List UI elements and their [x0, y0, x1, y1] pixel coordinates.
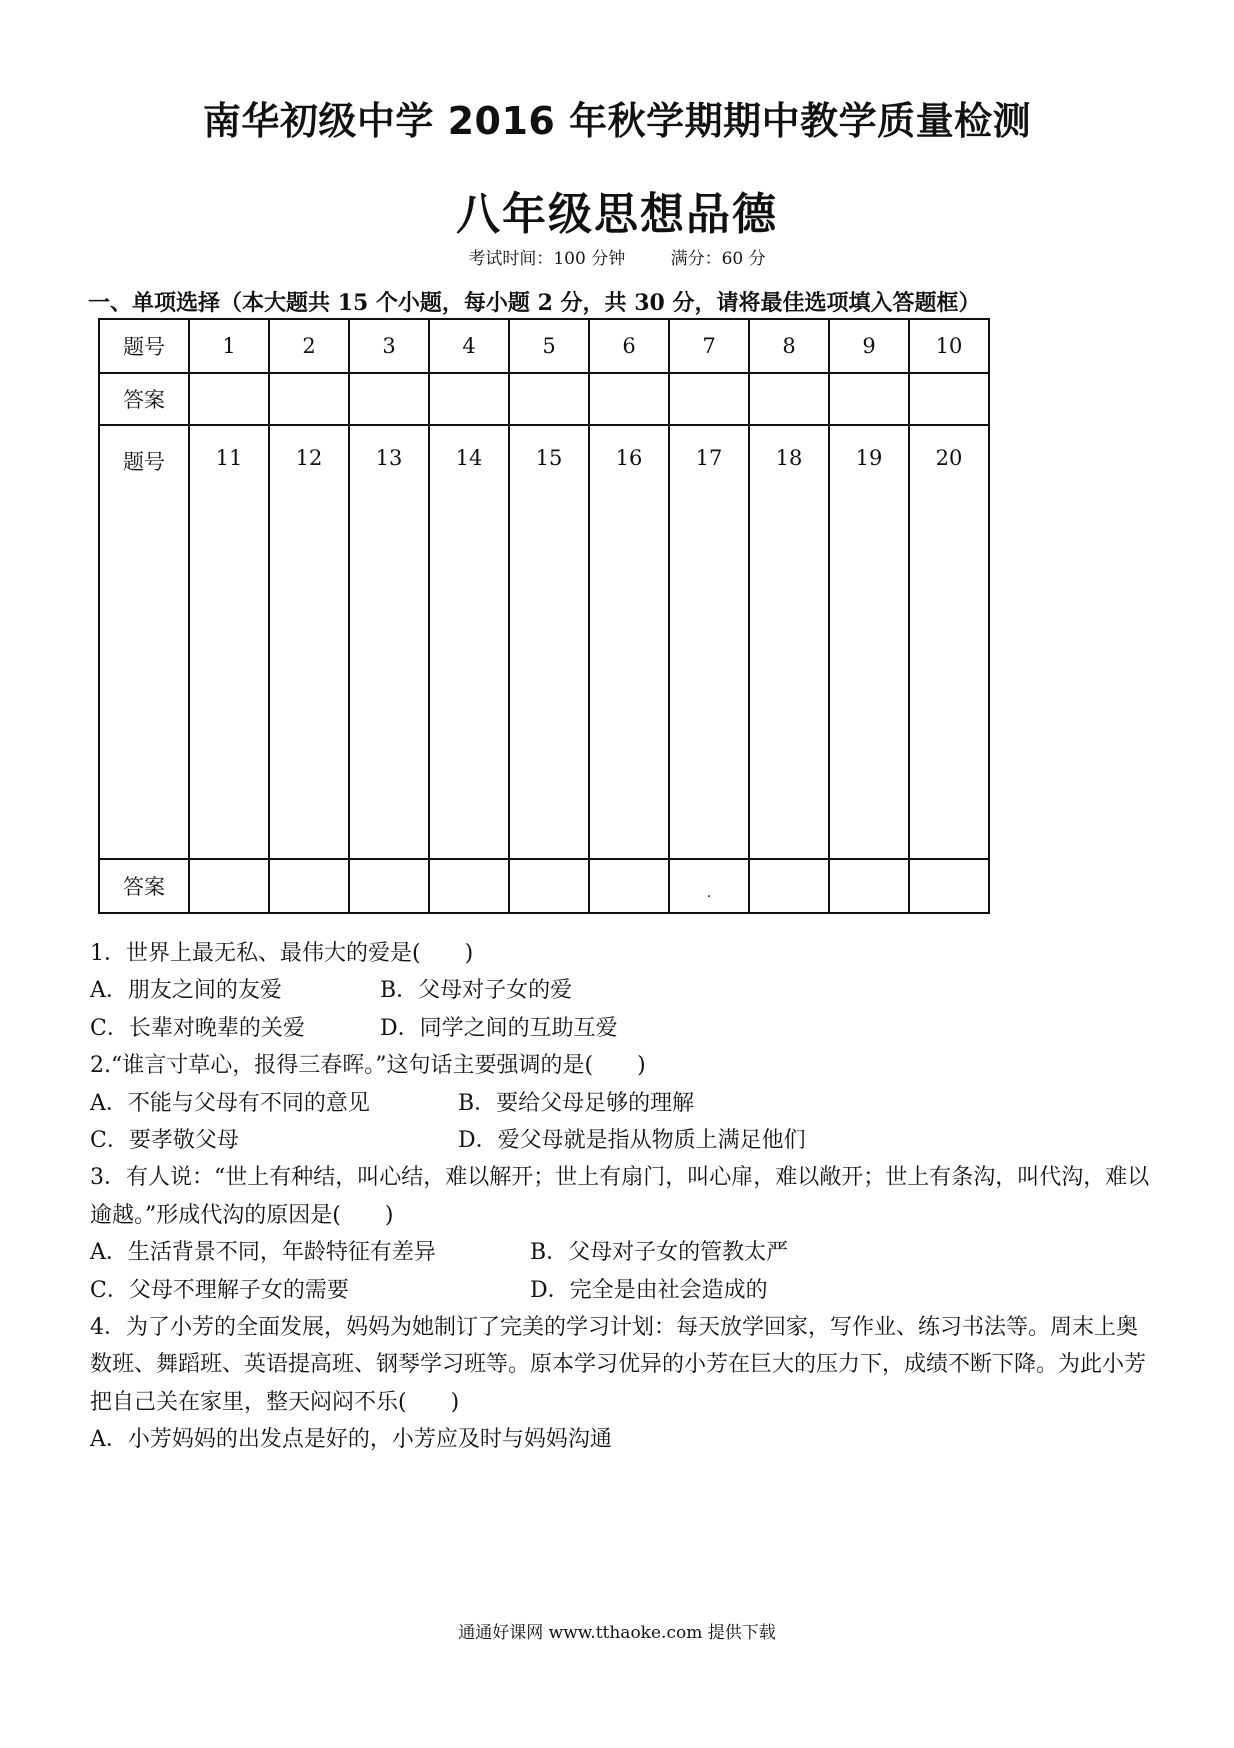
answer-cell[interactable] [589, 859, 669, 913]
question-number-cell: 3 [349, 319, 429, 373]
question-2-options-ab [90, 1085, 1150, 1122]
question-number-cell: 12 [269, 425, 349, 859]
question-number-cell: 10 [909, 319, 989, 373]
question-2-option-d: D．爱父母就是指从物质上满足他们 [458, 1128, 806, 1154]
answer-cell[interactable] [909, 373, 989, 425]
question-3-stem: 3．有人说：“世上有种结，叫心结，难以解开；世上有扇门，叫心扉，难以敞开；世上有条沟，叫代沟，难以逾越。”形成代沟的原因是( ) [90, 1165, 1150, 1228]
row-label-number: 题号 [99, 319, 189, 373]
answer-cell[interactable] [829, 373, 909, 425]
answer-cell[interactable] [509, 859, 589, 913]
exam-subtitle: 八年级思想品德 [456, 189, 778, 240]
stray-dot: · [706, 889, 712, 905]
section-1-heading: 一、单项选择（本大题共 15 个小题，每小题 2 分，共 30 分，请将最佳选项填入答题框） [88, 290, 981, 316]
question-number-cell: 2 [269, 319, 349, 373]
answer-grid [98, 318, 990, 914]
answer-cell[interactable] [189, 859, 269, 913]
question-number-cell: 14 [429, 425, 509, 859]
answer-cell[interactable] [749, 373, 829, 425]
question-number-cell: 4 [429, 319, 509, 373]
question-number-cell: 18 [749, 425, 829, 859]
answer-cell[interactable] [349, 373, 429, 425]
footer-text: 通通好课网 www.tthaoke.com 提供下载 [458, 1623, 776, 1643]
question-2-stem: 2.“谁言寸草心，报得三春晖。”这句话主要强调的是( ) [90, 1053, 646, 1079]
answer-grid-number-row [99, 319, 989, 373]
question-3-options-cd [90, 1272, 1150, 1309]
exam-meta [0, 244, 1234, 269]
question-number-cell: 5 [509, 319, 589, 373]
question-number-cell: 19 [829, 425, 909, 859]
question-number-cell: 16 [589, 425, 669, 859]
answer-cell[interactable] [429, 859, 509, 913]
answer-cell[interactable] [509, 373, 589, 425]
question-1-option-c: C．长辈对晚辈的关爱 [90, 1015, 305, 1041]
question-2-option-c: C．要孝敬父母 [90, 1128, 239, 1154]
answer-cell[interactable] [669, 373, 749, 425]
question-1-option-b: B．父母对子女的爱 [380, 978, 573, 1004]
answer-cell[interactable] [269, 373, 349, 425]
row-label-answer: 答案 [99, 373, 189, 425]
question-number-cell: 9 [829, 319, 909, 373]
answer-cell[interactable] [189, 373, 269, 425]
exam-title: 南华初级中学 2016 年秋学期期中教学质量检测 [202, 99, 1032, 143]
question-number-cell: 1 [189, 319, 269, 373]
answer-cell[interactable] [269, 859, 349, 913]
question-number-cell: 7 [669, 319, 749, 373]
question-1-option-d: D．同学之间的互助互爱 [380, 1015, 618, 1041]
question-3-option-a: A．生活背景不同，年龄特征有差异 [90, 1240, 436, 1266]
answer-grid-number-row [99, 425, 989, 859]
question-1-options-ab [90, 972, 1150, 1009]
question-number-cell: 17 [669, 425, 749, 859]
question-1-option-a: A．朋友之间的友爱 [90, 978, 282, 1004]
question-2-option-a: A．不能与父母有不同的意见 [90, 1090, 370, 1116]
answer-grid-answer-row [99, 373, 989, 425]
questions-block [90, 935, 1150, 1459]
answer-cell[interactable] [829, 859, 909, 913]
question-3-options-ab [90, 1234, 1150, 1271]
question-number-cell: 13 [349, 425, 429, 859]
question-2-options-cd [90, 1122, 1150, 1159]
row-label-number: 题号 [99, 425, 189, 859]
answer-cell[interactable] [749, 859, 829, 913]
answer-cell[interactable] [669, 859, 749, 913]
question-number-cell: 11 [189, 425, 269, 859]
question-number-cell: 20 [909, 425, 989, 859]
question-2-option-b: B．要给父母足够的理解 [458, 1090, 695, 1116]
question-4-option-a: A．小芳妈妈的出发点是好的，小芳应及时与妈妈沟通 [90, 1427, 612, 1453]
answer-cell[interactable] [909, 859, 989, 913]
question-4-stem: 4．为了小芳的全面发展，妈妈为她制订了完美的学习计划：每天放学回家，写作业、练习书法等。周末上奥数班、舞蹈班、英语提高班、钢琴学习班等。原本学习优异的小芳在巨大的压力下，成绩不断下降。为此小芳把自己关在家里，整天闷闷不乐( ) [90, 1315, 1147, 1415]
answer-cell[interactable] [429, 373, 509, 425]
answer-cell[interactable] [349, 859, 429, 913]
exam-time: 考试时间：100 分钟 [468, 249, 626, 269]
question-number-cell: 15 [509, 425, 589, 859]
question-3-option-d: D．完全是由社会造成的 [530, 1277, 768, 1303]
question-1-stem: 1．世界上最无私、最伟大的爱是( ) [90, 941, 474, 966]
question-1-options-cd [90, 1010, 1150, 1047]
answer-cell[interactable] [589, 373, 669, 425]
question-number-cell: 6 [589, 319, 669, 373]
answer-grid-answer-row [99, 859, 989, 913]
exam-score: 满分：60 分 [670, 249, 766, 269]
question-3-option-b: B．父母对子女的管教太严 [530, 1240, 789, 1266]
question-number-cell: 8 [749, 319, 829, 373]
question-3-option-c: C．父母不理解子女的需要 [90, 1277, 349, 1303]
row-label-answer: 答案 [99, 859, 189, 913]
